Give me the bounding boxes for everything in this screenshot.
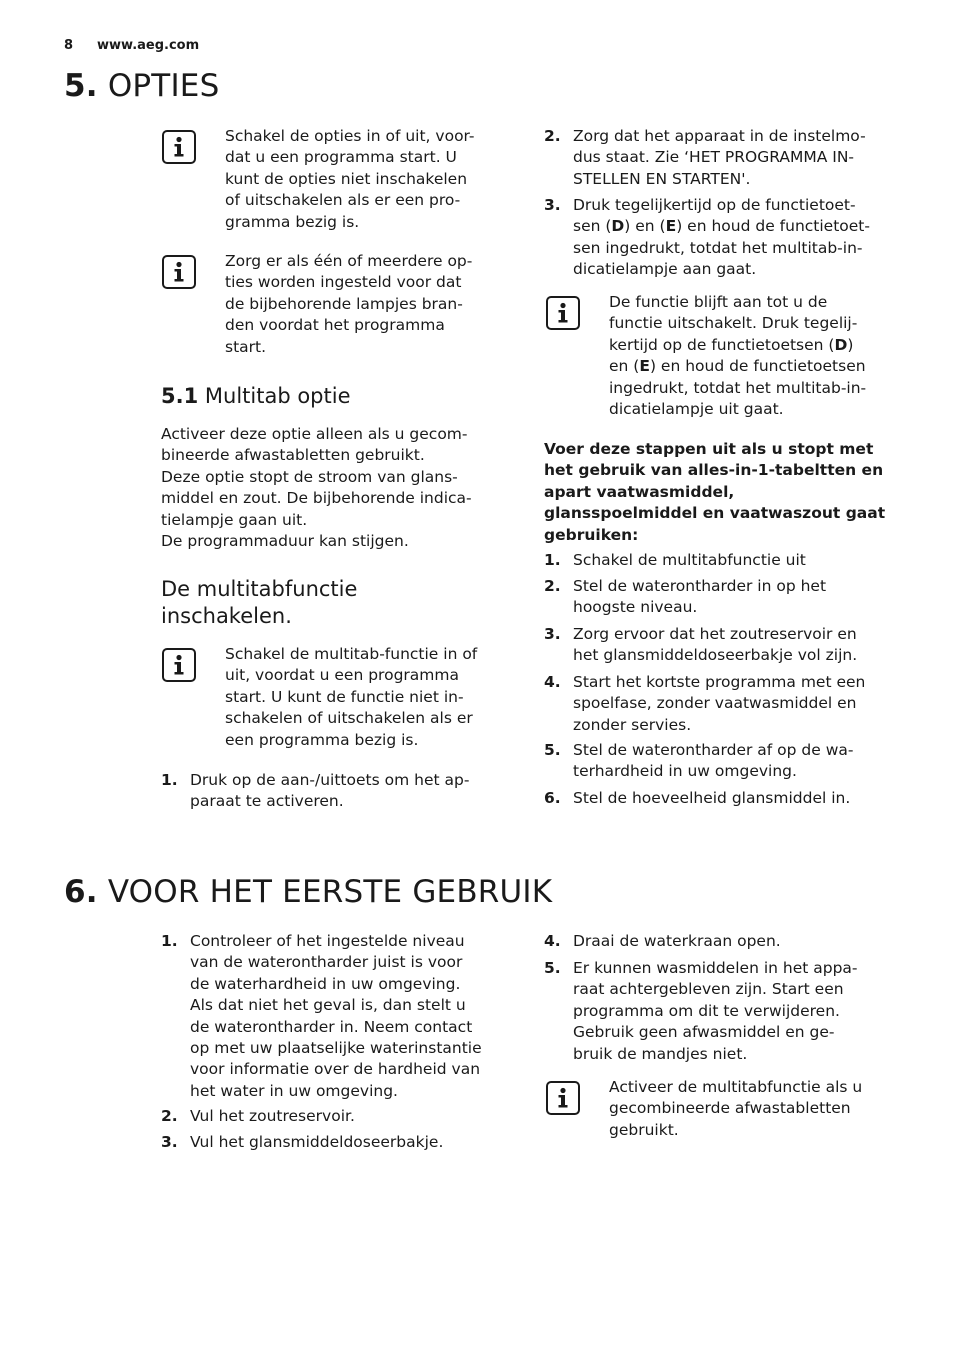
list-item: 1. Schakel de multitabfunctie uit (544, 551, 806, 569)
section-5-heading (64, 68, 219, 104)
section-number: 5. (64, 68, 98, 104)
list-item: 5. Er kunnen wasmiddelen in het appa- raat achtergebleven zijn. Start een programma om dit te verwijderen. Gebruik geen afwasmiddel en ge- bruik de mandjes niet. (544, 959, 858, 1063)
site-url: www.aeg.com (97, 38, 200, 53)
multitab-enable-heading: De multitabfunctie inschakelen. (161, 577, 358, 628)
info-icon (162, 648, 196, 682)
section-number: 6. (64, 874, 98, 910)
list-item: 2. Zorg dat het apparaat in de instelmo- dus staat. Zie ‘HET PROGRAMMA IN- STELLEN EN STARTEN'. (544, 127, 866, 188)
list-item: 1. Controleer of het ingestelde niveau van de waterontharder juist is voor de waterhardheid in uw omgeving. Als dat niet het geval is, dan stelt u de waterontharder in. Neem contact op met uw plaatselijke waterinstantie voor informatie over de hardheid van het water in uw omgeving. (161, 932, 482, 1100)
info-note-first-use: Activeer de multitabfunctie als u gecombineerde afwastabletten gebruikt. (609, 1078, 863, 1139)
info-note-function: De functie blijft aan tot u de functie uitschakelt. Druk tegelij- kertijd op de functietoetsen (D) en (E) en houd de functietoetsen ingedrukt, totdat het multitab-in- dicatielampje uit gaat. (609, 293, 867, 419)
info-icon (162, 255, 196, 289)
list-item: 2. Vul het zoutreservoir. (161, 1107, 355, 1125)
multitab-description: Activeer deze optie alleen als u gecom- bineerde afwastabletten gebruikt. Deze optie stopt de stroom van glans- middel en zout. De bijbehorende indica- tielampje gaan uit. De programmaduur kan stijgen. (161, 425, 472, 551)
list-item: 3. Zorg ervoor dat het zoutreservoir en het glansmiddeldoseerbakje vol zijn. (544, 625, 858, 665)
list-item: 3. Vul het glansmiddeldoseerbakje. (161, 1133, 444, 1151)
list-item: 2. Stel de waterontharder in op het hoogste niveau. (544, 577, 827, 617)
stop-instruction-heading: Voer deze stappen uit als u stopt met het gebruik van alles-in-1-tabeltten en apart vaatwasmiddel, glansspoelmiddel en vaatwaszout gaat gebruiken: (544, 440, 886, 544)
list-item: 3. Druk tegelijkertijd op de functietoet- sen (D) en (E) en houd de functietoet- sen ingedrukt, totdat het multitab-in- dicatielampje aan gaat. (544, 196, 870, 279)
section-6-heading (64, 874, 552, 910)
info-icon (546, 296, 580, 330)
list-item: 4. Start het kortste programma met een spoelfase, zonder vaatwasmiddel en zonder servies. (544, 673, 866, 734)
info-note-options: Schakel de opties in of uit, voor- dat u een programma start. U kunt de opties niet inschakelen of uitschakelen als er een pro- gramma bezig is. (225, 127, 475, 231)
info-note-lamps: Zorg er als één of meerdere op- ties worden ingesteld voor dat de bijbehorende lampjes bran- den voordat het programma start. (225, 252, 473, 356)
info-icon (162, 130, 196, 164)
list-item: 5. Stel de waterontharder af op de wa- terhardheid in uw omgeving. (544, 741, 854, 781)
list-item: 6. Stel de hoeveelheid glansmiddel in. (544, 789, 851, 807)
list-item: 4. Draai de waterkraan open. (544, 932, 781, 950)
section-title: VOOR HET EERSTE GEBRUIK (107, 874, 553, 910)
page-number: 8 (64, 38, 74, 53)
subsection-heading: 5.1 Multitab optie (161, 384, 351, 408)
info-note-multitab: Schakel de multitab-functie in of uit, voordat u een programma start. U kunt de functie niet in- schakelen of uitschakelen als er een programma bezig is. (225, 645, 478, 749)
info-icon (546, 1081, 580, 1115)
section-title: OPTIES (107, 68, 220, 104)
list-item: 1. Druk op de aan-/uittoets om het ap- paraat te activeren. (161, 771, 470, 811)
